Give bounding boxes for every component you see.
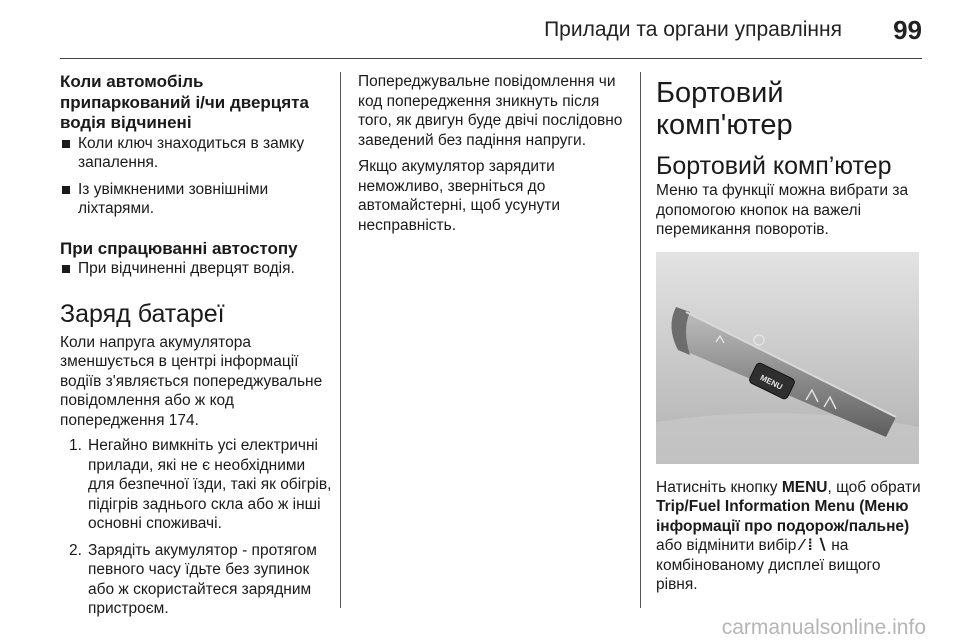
- menu-button-label: MENU: [781, 478, 828, 496]
- watermark: carmanualsonline.info: [721, 616, 926, 639]
- subheading-onboard-computer: Бортовий комп’ютер: [656, 152, 892, 180]
- onboard-computer-intro: Меню та функції можна вибрати за допомогою кнопок на важелі перемикання поворотів.: [656, 182, 909, 238]
- heading-onboard-computer: Бортовий комп'ютер: [656, 77, 793, 141]
- warning-clear-paragraph: Попереджувальне повідомлення чи код попередження зникнуть після того, як двигун буде двічі послідовно заведений без падіння напруги.: [358, 73, 623, 149]
- page-header-title: Прилади та органи управління: [544, 18, 842, 41]
- column-3: [656, 77, 926, 595]
- instruction-text: , щоб обрати: [827, 478, 921, 496]
- instruction-text: на комбінованому дисплеї вищого рівня.: [656, 537, 881, 593]
- battery-service-paragraph: Якщо акумулятор зарядити неможливо, зверніться до автомайстерні, щоб усунути несправність.: [358, 158, 561, 234]
- column-divider-1: [340, 72, 341, 608]
- step-number: 1.: [69, 437, 82, 454]
- instruction-text: або відмінити вибір: [656, 537, 801, 554]
- heading-battery-charge: Заряд батареї: [60, 299, 225, 328]
- bullet-item: Коли ключ знаходиться в замку запалення.: [60, 134, 335, 173]
- heading-autostop: При спрацюванні автостопу: [60, 238, 298, 258]
- turn-signal-lever-illustration: [656, 252, 919, 464]
- column-2: [358, 72, 630, 235]
- heading-parked: Коли автомобіль припаркований і/чи дверцята водія відчинені: [60, 72, 309, 132]
- numbered-step: [60, 541, 335, 619]
- column-1: [60, 72, 335, 619]
- header-divider: [60, 58, 922, 59]
- battery-charge-paragraph: Коли напруга акумулятора зменшується в центрі інформації водіїв з'являється попереджувальне повідомлення або ж код попередження 174.: [60, 333, 323, 429]
- instruction-text: Натисніть кнопку: [656, 478, 782, 496]
- trip-fuel-menu-label: Trip/Fuel Information Menu (Меню інформації про подорож/пальне): [656, 498, 910, 535]
- step-text: Негайно вимкніть усі електричні прилади, які не є необхідними для безпечної їзди, такі як обігрів, підігрів заднього скла або ж інші основні споживачі.: [88, 437, 332, 532]
- column-divider-2: [640, 72, 641, 608]
- numbered-step: [60, 436, 335, 534]
- turn-signal-lever-figure: [656, 252, 919, 464]
- step-text: Зарядіть акумулятор - протягом певного часу їдьте без зупинок або ж скористайтеся зарядним пристроєм.: [88, 541, 317, 617]
- svg-text:MENU: MENU: [758, 372, 784, 392]
- menu-instruction-paragraph: [656, 478, 926, 595]
- selector-symbol: ⁄ ⁞ ∖: [800, 537, 827, 554]
- bullet-item: Із увімкненими зовнішніми ліхтарями.: [60, 180, 335, 219]
- bullet-item: При відчиненні дверцят водія.: [60, 259, 335, 279]
- step-number: 2.: [69, 541, 82, 559]
- page-number: 99: [893, 15, 922, 45]
